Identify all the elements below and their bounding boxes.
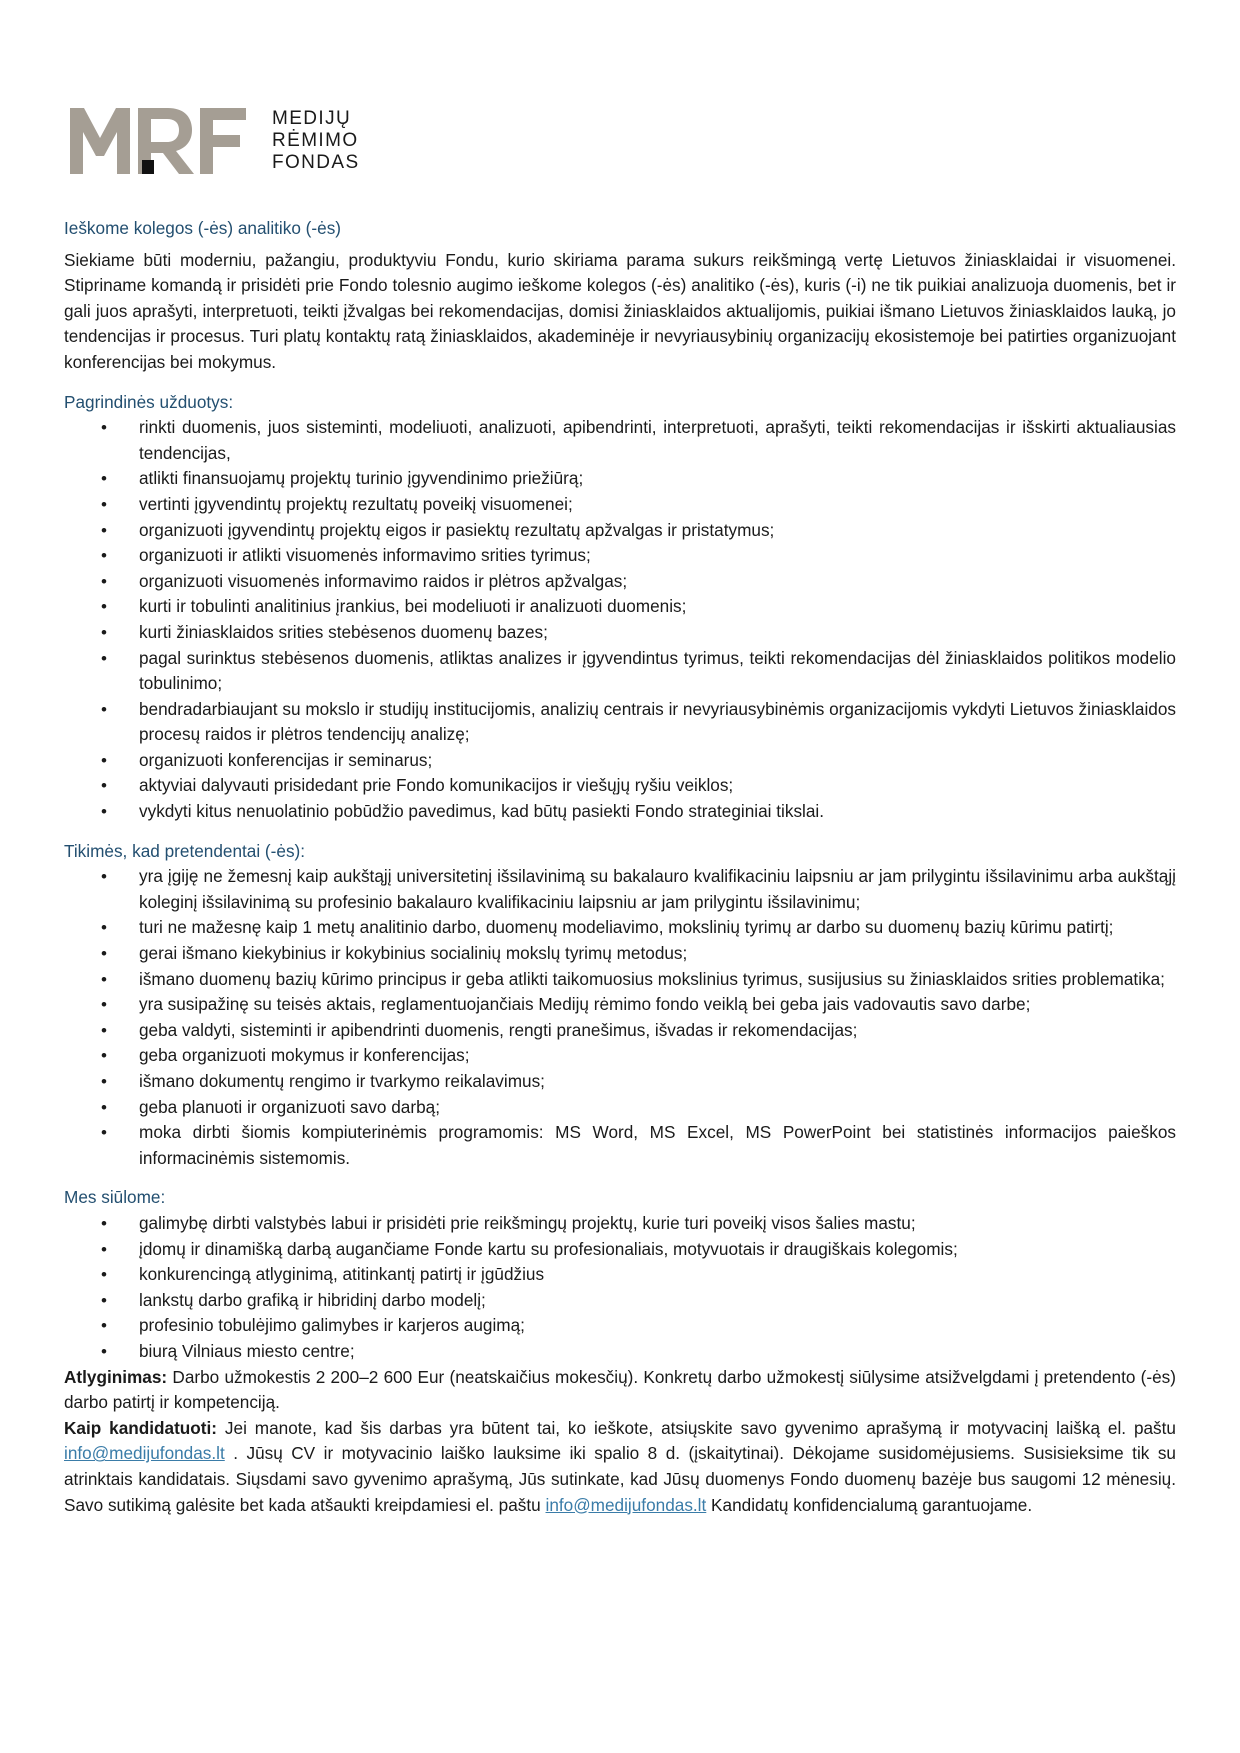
bullet-marker: • <box>101 918 107 938</box>
bullet-marker: • <box>101 1213 107 1233</box>
tasks-list <box>64 415 1176 825</box>
list-item <box>64 415 1176 466</box>
list-item <box>64 1069 1176 1095</box>
list-item-text: vykdyti kitus nenuolatinio pobūdžio pavedimus, kad būtų pasiekti Fondo strateginiai tikslai. <box>139 801 825 822</box>
bullet-marker: • <box>101 699 107 719</box>
list-item-text: kurti žiniasklaidos srities stebėsenos duomenų bazes; <box>139 621 548 642</box>
list-item <box>64 864 1176 915</box>
list-item-text: yra įgiję ne žemesnį kaip aukštąjį universitetinį išsilavinimą su bakalauro kvalifikaciniu laipsniu ar jam prilygintu išsilavinimu arba aukštąjį koleginį išsilavinimą su profesinio bakalauro kvalifikaciniu laipsniu ar jam prilygintu išsilavinimu; <box>139 866 1176 912</box>
tasks-heading: Pagrindinės užduotys: <box>64 391 234 412</box>
list-item <box>64 646 1176 697</box>
list-item-text: gerai išmano kiekybinius ir kokybinius socialinių mokslų tyrimų metodus; <box>139 943 688 964</box>
mrf-logo-mark <box>70 108 258 174</box>
bullet-marker: • <box>101 520 107 540</box>
logo-line-2: RĖMIMO <box>272 130 359 151</box>
page-title: Ieškome kolegos (-ės) analitiko (-ės) <box>64 218 342 238</box>
list-item <box>64 1211 1176 1237</box>
list-item <box>64 466 1176 492</box>
list-item <box>64 1095 1176 1121</box>
list-item-text: rinkti duomenis, juos sisteminti, modeliuoti, analizuoti, apibendrinti, interpretuoti, aprašyti, teikti rekomendacijas ir išskirti aktualiausias tendencijas, <box>139 417 1176 463</box>
list-item <box>64 543 1176 569</box>
apply-text-2: . Jūsų CV ir motyvacinio laiško lauksime iki spalio 8 d. (įskaitytinai). Dėkojame susidomėjusiems. Susisieksime tik su atrinktais kandidatais. Siųsdami savo gyvenimo aprašymą, Jūs sutinkate, kad Jūsų duomenys Fondo duomenų bazėje bus saugomi 12 mėnesių. Savo sutikimą galėsite bet kada atšaukti kreipdamiesi el. paštu <box>64 1443 1176 1515</box>
list-item-text: organizuoti įgyvendintų projektų eigos ir pasiektų rezultatų apžvalgas ir pristatymus; <box>139 519 775 540</box>
list-item-text: atlikti finansuojamų projektų turinio įgyvendinimo priežiūrą; <box>139 468 584 489</box>
list-item-text: moka dirbti šiomis kompiuterinėmis programomis: MS Word, MS Excel, MS PowerPoint bei statistinės informacijos paieškos informacinėmis sistemomis. <box>139 1122 1176 1168</box>
bullet-marker: • <box>101 802 107 822</box>
list-item <box>64 569 1176 595</box>
list-item-text: organizuoti ir atlikti visuomenės informavimo srities tyrimus; <box>139 545 591 566</box>
list-item <box>64 915 1176 941</box>
list-item <box>64 1043 1176 1069</box>
bullet-marker: • <box>101 750 107 770</box>
logo-wordmark <box>272 108 360 174</box>
list-item-text: pagal surinktus stebėsenos duomenis, atliktas analizes ir įgyvendintus tyrimus, teikti rekomendacijas dėl žiniasklaidos politikos modelio tobulinimo; <box>139 647 1176 694</box>
mrf-logo <box>70 106 360 176</box>
bullet-marker: • <box>101 1265 107 1285</box>
bullet-marker: • <box>101 418 107 438</box>
bullet-marker: • <box>101 867 107 887</box>
bullet-marker: • <box>101 546 107 566</box>
list-item-text: turi ne mažesnę kaip 1 metų analitinio darbo, duomenų modeliavimo, mokslinių tyrimų ar darbo su duomenų bazių kūrimu patirtį; <box>139 917 1114 938</box>
logo-line-1: MEDIJŲ <box>272 108 352 129</box>
bullet-marker: • <box>101 1341 107 1361</box>
list-item-text: profesinio tobulėjimo galimybes ir karjeros augimą; <box>139 1315 525 1336</box>
list-item <box>64 697 1176 748</box>
list-item-text: išmano duomenų bazių kūrimo principus ir geba atlikti taikomuosius mokslinius tyrimus, susijusius su žiniasklaidos srities problematika; <box>139 968 1165 989</box>
bullet-marker: • <box>101 597 107 617</box>
list-item-text: konkurencingą atlyginimą, atitinkantį patirtį ir įgūdžius <box>139 1264 545 1285</box>
tasks-section <box>64 390 1176 825</box>
bullet-marker: • <box>101 469 107 489</box>
list-item <box>64 799 1176 825</box>
list-item-text: lankstų darbo grafiką ir hibridinį darbo modelį; <box>139 1289 486 1310</box>
intro-paragraph: Siekiame būti moderniu, pažangiu, produktyviu Fondu, kurio skiriama parama sukurs reikšmingą vertę Lietuvos žiniasklaidai ir visuomenei. Stipriname komandą ir prisidėti prie Fondo tolesnio augimo ieškome kolegos (-ės) analitiko (-ės), kuris (-i) ne tik puikiai analizuoja duomenis, bet ir gali juos aprašyti, interpretuoti, teikti įžvalgas bei rekomendacijas, domisi žiniasklaidos aktualijomis, puikiai išmano Lietuvos žiniasklaidos lauką, jo tendencijas ir procesus. Turi platų kontaktų ratą žiniasklaidos, akademinėje ir nevyriausybinių organizacijų ekosistemoje bei patirties organizuojant konferencijas bei mokymus. <box>64 249 1176 372</box>
list-item <box>64 1339 1176 1365</box>
list-item-text: organizuoti visuomenės informavimo raidos ir plėtros apžvalgas; <box>139 570 628 591</box>
salary-label: Atlyginimas: <box>64 1366 168 1387</box>
list-item-text: geba valdyti, sisteminti ir apibendrinti duomenis, rengti pranešimus, išvadas ir rekomendacijas; <box>139 1019 858 1040</box>
email-link-2[interactable]: info@medijufondas.lt <box>545 1494 707 1515</box>
bullet-marker: • <box>101 622 107 642</box>
bullet-marker: • <box>101 1123 107 1143</box>
bullet-marker: • <box>101 995 107 1015</box>
bullet-marker: • <box>101 1072 107 1091</box>
document-body <box>64 216 1176 1518</box>
bullet-marker: • <box>101 648 107 668</box>
list-item <box>64 492 1176 518</box>
list-item <box>64 1120 1176 1171</box>
list-item <box>64 773 1176 799</box>
logo-line-3: FONDAS <box>272 152 360 173</box>
list-item <box>64 1288 1176 1314</box>
list-item-text: bendradarbiaujant su mokslo ir studijų institucijomis, analizių centrais ir nevyriausybinėmis organizacijomis vykdyti Lietuvos žiniasklaidos procesų raidos ir plėtros tendencijų analizę; <box>139 698 1176 745</box>
bullet-marker: • <box>101 1316 107 1336</box>
requirements-list <box>64 864 1176 1171</box>
offer-heading: Mes siūlome: <box>64 1187 166 1208</box>
bullet-marker: • <box>101 571 107 591</box>
apply-text-1: Jei manote, kad šis darbas yra būtent tai, ko ieškote, atsiųskite savo gyvenimo aprašymą ir motyvacinį laišką el. paštu <box>217 1417 1176 1438</box>
offer-section <box>64 1185 1176 1364</box>
list-item-text: kurti ir tobulinti analitinius įrankius, bei modeliuoti ir analizuoti duomenis; <box>139 596 687 617</box>
list-item <box>64 1262 1176 1288</box>
list-item <box>64 1313 1176 1339</box>
list-item-text: įdomų ir dinamišką darbą augančiame Fonde kartu su profesionaliais, motyvuotais ir draugiškais kolegomis; <box>139 1238 958 1259</box>
bullet-marker: • <box>101 1290 107 1310</box>
apply-label: Kaip kandidatuoti: <box>64 1417 218 1438</box>
list-item <box>64 941 1176 967</box>
list-item-text: vertinti įgyvendintų projektų rezultatų poveikį visuomenei; <box>139 493 573 514</box>
bullet-marker: • <box>101 1020 107 1040</box>
list-item <box>64 1237 1176 1263</box>
bullet-marker: • <box>101 969 107 989</box>
list-item <box>64 594 1176 620</box>
list-item <box>64 967 1176 993</box>
list-item <box>64 1018 1176 1044</box>
bullet-marker: • <box>101 944 107 964</box>
requirements-section <box>64 839 1176 1172</box>
list-item-text: aktyviai dalyvauti prisidedant prie Fondo komunikacijos ir viešųjų ryšiu veiklos; <box>139 775 734 796</box>
apply-text-3: Kandidatų konfidencialumą garantuojame. <box>706 1494 1033 1515</box>
offer-list <box>64 1211 1176 1365</box>
apply-paragraph <box>64 1416 1176 1518</box>
list-item <box>64 992 1176 1018</box>
salary-paragraph <box>64 1365 1176 1416</box>
list-item-text: išmano dokumentų rengimo ir tvarkymo reikalavimus; <box>139 1071 545 1091</box>
list-item <box>64 748 1176 774</box>
list-item-text: yra susipažinę su teisės aktais, reglamentuojančiais Medijų rėmimo fondo veiklą bei geba jais vadovautis savo darbe; <box>139 994 1031 1015</box>
list-item-text: galimybę dirbti valstybės labui ir prisidėti prie reikšmingų projektų, kurie turi poveikį visos šalies mastu; <box>139 1212 916 1233</box>
bullet-marker: • <box>101 1097 107 1117</box>
list-item-text: biurą Vilniaus miesto centre; <box>139 1340 355 1361</box>
list-item-text: geba planuoti ir organizuoti savo darbą; <box>139 1096 440 1117</box>
requirements-heading: Tikimės, kad pretendentai (-ės): <box>64 840 306 861</box>
list-item <box>64 620 1176 646</box>
bullet-marker: • <box>101 494 107 514</box>
salary-text: Darbo užmokestis 2 200–2 600 Eur (neatskaičius mokesčių). Konkretų darbo užmokestį siūlysime atsižvelgdami į pretendento (-ės) darbo patirtį ir kompetenciją. <box>64 1366 1176 1413</box>
bullet-marker: • <box>101 1239 107 1259</box>
list-item <box>64 518 1176 544</box>
bullet-marker: • <box>101 1046 107 1066</box>
list-item-text: organizuoti konferencijas ir seminarus; <box>139 749 433 770</box>
list-item-text: geba organizuoti mokymus ir konferencijas; <box>139 1045 470 1066</box>
bullet-marker: • <box>101 776 107 796</box>
email-link-1[interactable]: info@medijufondas.lt <box>64 1443 225 1464</box>
